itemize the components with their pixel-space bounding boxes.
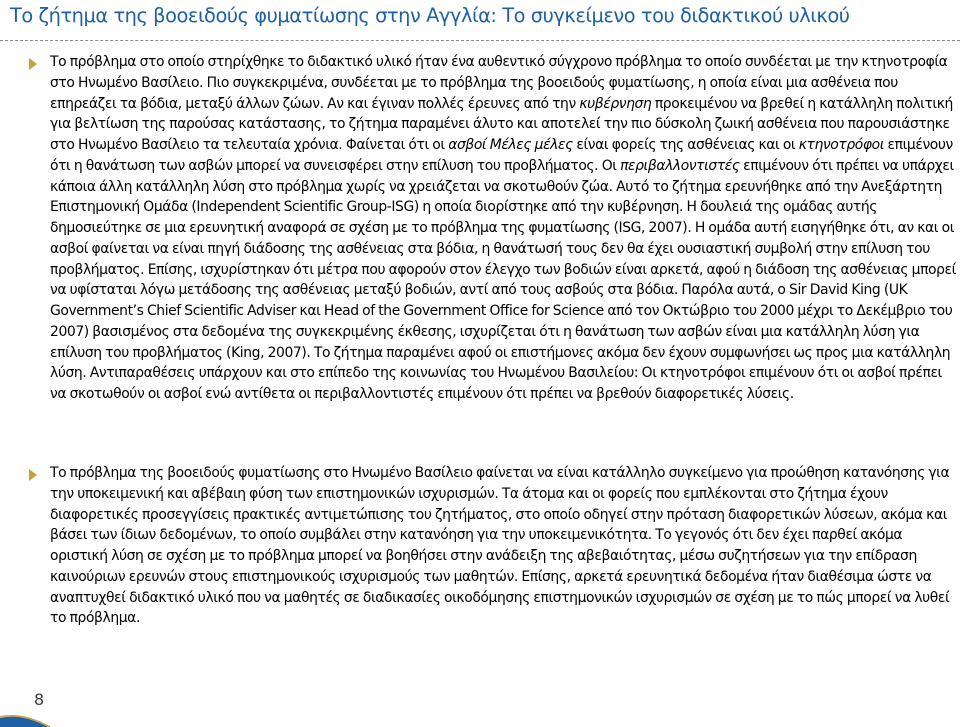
- right-triangle-bullet-icon: [28, 58, 40, 70]
- paragraph-text: επιμένουν ότι η θανάτωση των ασβών μπορεί να συνεισφέρει στην επίλυση του προβλήματος. Οι: [50, 137, 953, 174]
- paragraph-text: Το πρόβλημα στο οποίο στηρίχθηκε το διδακτικό υλικό ήταν ένα αυθεντικό σύγχρονο πρόβλημα το οποίο συνδέεται με την κτηνοτροφία στο Ηνωμένο Βασίλειο. Πιο συγκεκριμένα, συνδέεται με το πρόβλημα της βοοειδούς φυματίωσης, η οποία είναι μια ασθένεια που επηρεάζει τα βόδια, μεταξύ άλλων ζώων. Αν και έγιναν πολλές έρευνες από την: [50, 54, 948, 112]
- italic-term: ασβοί Μέλες μέλες: [448, 137, 573, 153]
- title-divider: [0, 40, 960, 41]
- page-number: 8: [34, 690, 45, 709]
- paragraph-2: [50, 463, 956, 629]
- italic-term: κυβέρνηση: [579, 95, 652, 112]
- paragraph-1: [50, 52, 956, 405]
- paragraph-text: επιμένουν ότι πρέπει να υπάρχει κάποια άλλη κατάλληλη λύση στο πρόβλημα χωρίς να χρειάζεται να σκοτωθούν ζώα. Αυτό το ζήτημα ερευνήθηκε από την Ανεξάρτητη Επιστημονική Ομάδα (Independent Scientific Group-ISG) η οποία διορίστηκε από την κυβέρνηση. Η δουλειά της ομάδας αυτής δημοσιεύτηκε σε μια ερευνητική αναφορά σε σχέση με το πρόβλημα της φυματίωσης (ISG, 2007). Η ομάδα αυτή εισηγήθηκε ότι, αν και οι ασβοί φαίνεται να είναι πηγή διάδοσης της ασθένειας στα βόδια, η θανάτωσή τους δεν θα έχει ουσιαστική συμβολή στην επίλυση του προβλήματος. Επίσης, ισχυρίστηκαν ότι μέτρα που αφορούν στον έλεγχο των βοδιών είναι αρκετά, αφού η διάδοση της ασθένειας μπορεί να υφίσταται λόγω μετάδοσης της ασθένειας μεταξύ βοδιών, αντί από τους ασβούς στα βόδια. Παρόλα αυτά, ο Sir David King (UK Government’s Chief Scientific Adviser και Head of the Government Office for Science από τον Οκτώβριο του 2000 μέχρι το Δεκέμβριο του 2007) βασισμένος στα δεδομένα της συγκεκριμένης έκθεσης, ισχυρίζεται ότι η θανάτωση των ασβών είναι μια κατάλληλη λύση για επίλυση του προβλήματος (King, 2007). Το ζήτημα παραμένει αφού οι επιστήμονες ακόμα δεν έχουν συμφωνήσει ως προς μια κατάλληλη λύση. Αντιπαραθέσεις υπάρχουν και στο επίπεδο της κοινωνίας του Ηνωμένου Βασιλείου: Οι κτηνοτρόφοι επιμένουν ότι οι ασβοί πρέπει να σκοτωθούν οι ασβοί ενώ αντίθετα οι περιβαλλοντιστές επιμένουν ότι πρέπει να βρεθούν διαφορετικές λύσεις.: [50, 157, 956, 402]
- italic-term: κτηνοτρόφοι: [798, 137, 885, 153]
- slide-title: Το ζήτημα της βοοειδούς φυματίωσης στην Αγγλία: Το συγκείμενο του διδακτικού υλικού: [10, 4, 850, 27]
- paragraph-text: Το πρόβλημα της βοοειδούς φυματίωσης στο Ηνωμένο Βασίλειο φαίνεται να είναι κατάλληλο συγκείμενο για προώθηση κατανόησης για την υποκειμενική και αβέβαιη φύση των επιστημονικών ισχυρισμών. Τα άτομα και οι φορείς που εμπλέκονται στο ζήτημα έχουν διαφορετικές προσεγγίσεις πρακτικές αντιμετώπισης του ζητήματος, στο οποίο οδηγεί στην πρόταση διαφορετικών λύσεων, ακόμα και βάσει των ίδιων δεδομένων, το οποίο συμβάλει στην κατανόηση για την υποκειμενικότητα. Το γεγονός ότι δεν έχει παρθεί ακόμα οριστική λύση σε σχέση με το πρόβλημα μπορεί να βοηθήσει στην ανάδειξη της αβεβαιότητας, μέσω συζητήσεων για την επίδραση καινούριων ερευνών στους επιστημονικούς ισχυρισμούς των μαθητών. Επίσης, αρκετά ερευνητικά δεδομένα ήταν διαθέσιμα ώστε να αναπτυχθεί διδακτικό υλικό που να μαθητές σε διαδικασίες οικοδόμησης επιστημονικών ισχυρισμών σε σχέση με το πώς μπορεί να λυθεί το πρόβλημα.: [50, 465, 950, 627]
- paragraph-text: προκειμένου να βρεθεί η κατάλληλη πολιτική για βελτίωση της παρούσας κατάστασης, το ζήτημα παραμένει άλυτο και αποτελεί την πιο δύσκολη ζωική ασθένεια που παρουσιάστηκε στο Ηνωμένο Βασίλειο τα τελευταία χρόνια. Φαίνεται ότι οι: [50, 95, 953, 153]
- corner-decoration-icon: [0, 712, 60, 727]
- right-triangle-bullet-icon: [28, 469, 40, 481]
- italic-term: περιβαλλοντιστές: [620, 157, 740, 174]
- paragraph-text: είναι φορείς της ασθένειας και οι: [572, 137, 799, 153]
